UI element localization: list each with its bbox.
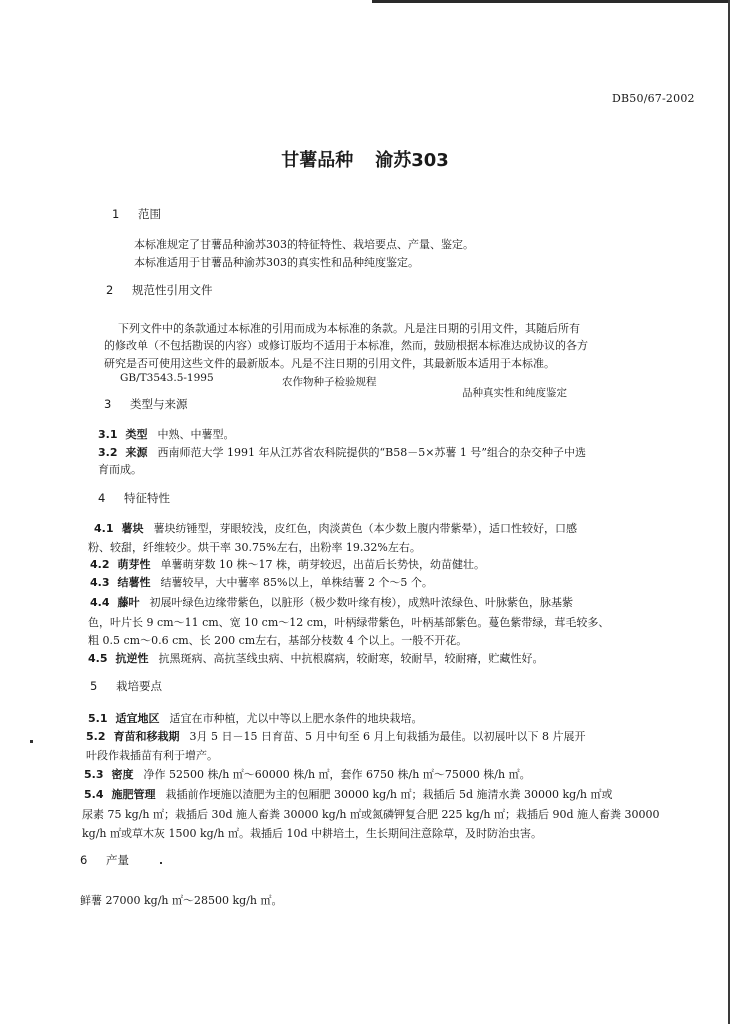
- scan-speck: [30, 740, 33, 743]
- item-4-1-cont: 粉、较甜，纤维较少。烘干率 30.75%左右，出粉率 19.32%左右。: [88, 541, 421, 554]
- document-title: [0, 146, 730, 172]
- document-number: DB50/67-2002: [612, 92, 695, 105]
- item-5-2: 5.2 育苗和移栽期 3月 5 日－15 日育苗、5 月中旬至 6 月上旬栽插为最佳。以初展叶以下 8 片展开: [86, 730, 586, 743]
- item-4-2: 4.2 萌芽性 单薯萌芽数 10 株～17 株，萌芽较迟，出苗后长势快，幼苗健壮。: [90, 558, 485, 571]
- section-4-heading: 4 特征特性: [98, 491, 170, 505]
- item-4-5: 4.5 抗逆性 抗黑斑病、高抗茎线虫病、中抗根腐病，较耐寒，较耐旱，较耐瘠，贮藏性好。: [88, 652, 544, 665]
- section-3-heading: 3 类型与来源: [104, 397, 188, 411]
- section-2-heading: 2 规范性引用文件: [106, 283, 213, 297]
- reference-title: 农作物种子检验规程: [282, 376, 377, 388]
- item-4-3: 4.3 结薯性 结薯较早，大中薯率 85%以上，单株结薯 2 个～5 个。: [90, 576, 433, 589]
- section-2-line: 的修改单（不包括勘误的内容）或修订版均不适用于本标准，然而，鼓励根据本标准达成协议的各方: [104, 339, 588, 352]
- item-5-4-cont: kg/h ㎡或草木灰 1500 kg/h ㎡。栽插后 10d 中耕培土，生长期间注意除草，及时防治虫害。: [82, 827, 543, 840]
- section-1-heading: 1 范围: [112, 207, 161, 221]
- scan-speck: [160, 862, 162, 864]
- section-5-heading: 5 栽培要点: [90, 679, 162, 693]
- item-3-2: 3.2 来源 西南师范大学 1991 年从江苏省农科院提供的“B58－5×苏薯 1 号”组合的杂交种子中选: [98, 446, 587, 459]
- item-5-4-cont: 尿素 75 kg/h ㎡；栽插后 30d 施人畜粪 30000 kg/h ㎡或氮磷钾复合肥 225 kg/h ㎡；栽插后 90d 施人畜粪 30000: [82, 808, 660, 821]
- item-5-2-cont: 叶段作栽插苗有利于增产。: [86, 749, 218, 762]
- item-4-4-cont: 粗 0.5 cm～0.6 cm、长 200 cm左右，基部分枝数 4 个以上。一般不开花。: [88, 634, 468, 647]
- item-4-1: 4.1 薯块 薯块纺锤型，芽眼较浅，皮红色，肉淡黄色（本少数上腹内带紫晕），适口性较好，口感: [94, 522, 577, 535]
- section-2-line: 研究是否可使用这些文件的最新版本。凡是不注日期的引用文件，其最新版本适用于本标准。: [104, 357, 555, 370]
- section-1-line: 本标准规定了甘薯品种渝苏303的特征特性、栽培要点、产量、鉴定。: [134, 238, 474, 251]
- item-5-3: 5.3 密度 净作 52500 株/h ㎡～60000 株/h ㎡，套作 6750 株/h ㎡～75000 株/h ㎡。: [84, 768, 531, 781]
- item-3-1: 3.1 类型 中熟、中薯型。: [98, 428, 235, 441]
- scan-edge-top: [372, 0, 730, 3]
- title-left: 甘薯品种: [281, 150, 354, 171]
- item-5-1: 5.1 适宜地区 适宜在市种植，尤以中等以上肥水条件的地块栽培。: [88, 712, 423, 725]
- section-6-heading: 6 产量: [80, 853, 129, 867]
- item-4-4: 4.4 藤叶 初展叶绿色边缘带紫色，以脏形（极少数叶缘有梭），成熟叶浓绿色、叶脉紫色，脉基紫: [90, 596, 573, 609]
- section-1-line: 本标准适用于甘薯品种渝苏303的真实性和品种纯度鉴定。: [134, 256, 419, 269]
- reference-code: GB/T3543.5-1995: [120, 372, 214, 384]
- section-6-line: 鲜薯 27000 kg/h ㎡～28500 kg/h ㎡。: [80, 894, 283, 907]
- title-right: 渝苏303: [375, 150, 449, 171]
- section-2-line: 下列文件中的条款通过本标准的引用而成为本标准的条款。凡是注日期的引用文件，其随后所有: [118, 322, 580, 335]
- item-4-4-cont: 色，叶片长 9 cm～11 cm、宽 10 cm～12 cm，叶柄绿带紫色，叶柄基部紫色。蔓色紫带绿，茸毛较多、: [88, 616, 610, 629]
- item-3-2-cont: 育而成。: [98, 463, 142, 476]
- item-5-4: 5.4 施肥管理 栽插前作埂施以渣肥为主的包厢肥 30000 kg/h ㎡；栽插后 5d 施清水粪 30000 kg/h ㎡或: [84, 788, 613, 801]
- reference-title: 品种真实性和纯度鉴定: [462, 387, 567, 399]
